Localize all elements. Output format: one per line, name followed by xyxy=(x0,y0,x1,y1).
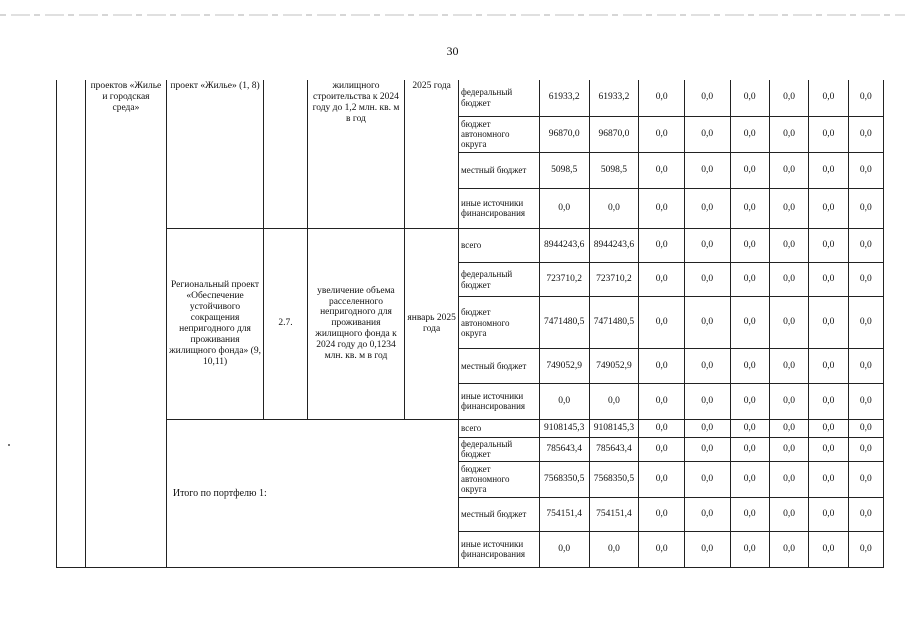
value-cell: 785643,4 xyxy=(589,437,639,461)
value-cell: 0,0 xyxy=(684,461,730,497)
value-cell: 0,0 xyxy=(809,461,848,497)
value-cell: 0,0 xyxy=(769,497,808,531)
value-cell: 96870,0 xyxy=(589,116,639,152)
value-cell: 0,0 xyxy=(809,263,848,297)
value-cell: 0,0 xyxy=(769,349,808,383)
value-cell: 0,0 xyxy=(639,229,685,263)
source-cell: федеральный бюджет xyxy=(459,437,540,461)
value-cell: 0,0 xyxy=(639,497,685,531)
value-cell: 0,0 xyxy=(639,263,685,297)
value-cell: 9108145,3 xyxy=(539,419,589,437)
value-cell: 0,0 xyxy=(769,461,808,497)
value-cell: 0,0 xyxy=(769,419,808,437)
value-cell: 0,0 xyxy=(539,383,589,419)
value-cell: 0,0 xyxy=(684,116,730,152)
value-cell: 723710,2 xyxy=(589,263,639,297)
value-cell: 0,0 xyxy=(730,497,769,531)
value-cell: 0,0 xyxy=(639,80,685,116)
regional-project-cell: Региональный проект «Обеспечение устойчивого сокращения непригодного для проживания жилищного фонда» (9, 10,11) xyxy=(166,229,263,420)
value-cell: 0,0 xyxy=(809,152,848,188)
value-cell: 0,0 xyxy=(589,383,639,419)
value-cell: 0,0 xyxy=(809,419,848,437)
value-cell: 0,0 xyxy=(639,419,685,437)
goal-cell: жилищного строительства к 2024 году до 1,2 млн. кв. м в год xyxy=(307,80,404,229)
value-cell: 0,0 xyxy=(809,188,848,228)
source-cell: бюджет автономного округа xyxy=(459,297,540,349)
value-cell: 0,0 xyxy=(684,80,730,116)
value-cell: 0,0 xyxy=(639,116,685,152)
value-cell: 0,0 xyxy=(639,297,685,349)
value-cell: 0,0 xyxy=(639,349,685,383)
value-cell: 0,0 xyxy=(730,188,769,228)
value-cell: 9108145,3 xyxy=(589,419,639,437)
value-cell: 0,0 xyxy=(639,461,685,497)
value-cell: 0,0 xyxy=(730,437,769,461)
value-cell: 0,0 xyxy=(809,531,848,567)
value-cell: 0,0 xyxy=(684,229,730,263)
value-cell: 0,0 xyxy=(848,297,883,349)
value-cell: 0,0 xyxy=(639,531,685,567)
value-cell: 0,0 xyxy=(769,116,808,152)
value-cell: 0,0 xyxy=(809,297,848,349)
value-cell: 785643,4 xyxy=(539,437,589,461)
source-cell: бюджет автономного округа xyxy=(459,461,540,497)
value-cell: 0,0 xyxy=(684,263,730,297)
value-cell: 0,0 xyxy=(769,531,808,567)
value-cell: 5098,5 xyxy=(539,152,589,188)
value-cell: 5098,5 xyxy=(589,152,639,188)
value-cell: 7568350,5 xyxy=(589,461,639,497)
value-cell: 0,0 xyxy=(730,229,769,263)
page-number: 30 xyxy=(446,44,459,58)
value-cell: 0,0 xyxy=(639,188,685,228)
value-cell: 0,0 xyxy=(848,437,883,461)
value-cell: 0,0 xyxy=(730,263,769,297)
project-number-cell xyxy=(264,80,308,229)
deadline-cell: 2025 года xyxy=(405,80,459,229)
value-cell: 0,0 xyxy=(848,263,883,297)
value-cell: 0,0 xyxy=(848,80,883,116)
value-cell: 0,0 xyxy=(809,116,848,152)
value-cell: 0,0 xyxy=(589,531,639,567)
value-cell: 0,0 xyxy=(730,116,769,152)
value-cell: 0,0 xyxy=(769,80,808,116)
value-cell: 8944243,6 xyxy=(589,229,639,263)
value-cell: 0,0 xyxy=(809,437,848,461)
value-cell: 0,0 xyxy=(809,349,848,383)
source-cell: всего xyxy=(459,419,540,437)
value-cell: 96870,0 xyxy=(539,116,589,152)
value-cell: 0,0 xyxy=(769,437,808,461)
value-cell: 0,0 xyxy=(848,188,883,228)
value-cell: 0,0 xyxy=(769,297,808,349)
value-cell: 0,0 xyxy=(639,152,685,188)
value-cell: 0,0 xyxy=(809,383,848,419)
value-cell: 0,0 xyxy=(730,152,769,188)
source-cell: иные источники финансирования xyxy=(459,531,540,567)
source-cell: иные источники финансирования xyxy=(459,383,540,419)
value-cell: 8944243,6 xyxy=(539,229,589,263)
value-cell: 0,0 xyxy=(848,152,883,188)
value-cell: 0,0 xyxy=(848,116,883,152)
value-cell: 0,0 xyxy=(809,497,848,531)
goal-cell: увеличение объема расселенного непригодного для проживания жилищного фонда к 2024 году до 0,1234 млн. кв. м в год xyxy=(307,229,404,420)
project-number-cell: 2.7. xyxy=(264,229,308,420)
value-cell: 749052,9 xyxy=(589,349,639,383)
value-cell: 0,0 xyxy=(769,229,808,263)
value-cell: 0,0 xyxy=(730,461,769,497)
source-cell: федеральный бюджет xyxy=(459,80,540,116)
value-cell: 0,0 xyxy=(684,497,730,531)
value-cell: 0,0 xyxy=(730,531,769,567)
value-cell: 0,0 xyxy=(539,531,589,567)
source-cell: местный бюджет xyxy=(459,152,540,188)
value-cell: 0,0 xyxy=(684,349,730,383)
value-cell: 0,0 xyxy=(684,152,730,188)
value-cell: 0,0 xyxy=(809,229,848,263)
source-cell: федеральный бюджет xyxy=(459,263,540,297)
value-cell: 754151,4 xyxy=(589,497,639,531)
left-blank-column xyxy=(57,80,86,568)
source-cell: местный бюджет xyxy=(459,497,540,531)
value-cell: 0,0 xyxy=(848,349,883,383)
value-cell: 0,0 xyxy=(730,383,769,419)
value-cell: 0,0 xyxy=(684,437,730,461)
value-cell: 0,0 xyxy=(639,437,685,461)
financing-table xyxy=(56,80,884,568)
value-cell: 7471480,5 xyxy=(589,297,639,349)
value-cell: 0,0 xyxy=(639,383,685,419)
value-cell: 0,0 xyxy=(848,383,883,419)
value-cell: 61933,2 xyxy=(539,80,589,116)
value-cell: 0,0 xyxy=(684,297,730,349)
value-cell: 7568350,5 xyxy=(539,461,589,497)
value-cell: 0,0 xyxy=(730,80,769,116)
value-cell: 61933,2 xyxy=(589,80,639,116)
value-cell: 0,0 xyxy=(684,419,730,437)
deadline-cell: январь 2025 года xyxy=(405,229,459,420)
value-cell: 0,0 xyxy=(769,263,808,297)
value-cell: 0,0 xyxy=(848,497,883,531)
value-cell: 0,0 xyxy=(589,188,639,228)
value-cell: 0,0 xyxy=(684,531,730,567)
value-cell: 7471480,5 xyxy=(539,297,589,349)
value-cell: 0,0 xyxy=(730,349,769,383)
value-cell: 0,0 xyxy=(539,188,589,228)
source-cell: бюджет автономного округа xyxy=(459,116,540,152)
project-name-cell: проект «Жилье» (1, 8) xyxy=(166,80,263,229)
scan-speck xyxy=(8,444,10,446)
value-cell: 0,0 xyxy=(848,229,883,263)
source-cell: всего xyxy=(459,229,540,263)
scan-artifact-line xyxy=(0,14,905,16)
value-cell: 0,0 xyxy=(769,188,808,228)
source-cell: иные источники финансирования xyxy=(459,188,540,228)
portfolio-name-cell: проектов «Жилье и городская среда» xyxy=(86,80,167,568)
source-cell: местный бюджет xyxy=(459,349,540,383)
value-cell: 0,0 xyxy=(730,419,769,437)
value-cell: 0,0 xyxy=(684,383,730,419)
value-cell: 0,0 xyxy=(730,297,769,349)
value-cell: 749052,9 xyxy=(539,349,589,383)
value-cell: 0,0 xyxy=(848,461,883,497)
value-cell: 0,0 xyxy=(848,531,883,567)
value-cell: 0,0 xyxy=(769,383,808,419)
value-cell: 0,0 xyxy=(809,80,848,116)
value-cell: 0,0 xyxy=(684,188,730,228)
value-cell: 0,0 xyxy=(848,419,883,437)
portfolio-total-label: Итого по портфелю 1: xyxy=(166,419,458,567)
value-cell: 754151,4 xyxy=(539,497,589,531)
value-cell: 723710,2 xyxy=(539,263,589,297)
value-cell: 0,0 xyxy=(769,152,808,188)
